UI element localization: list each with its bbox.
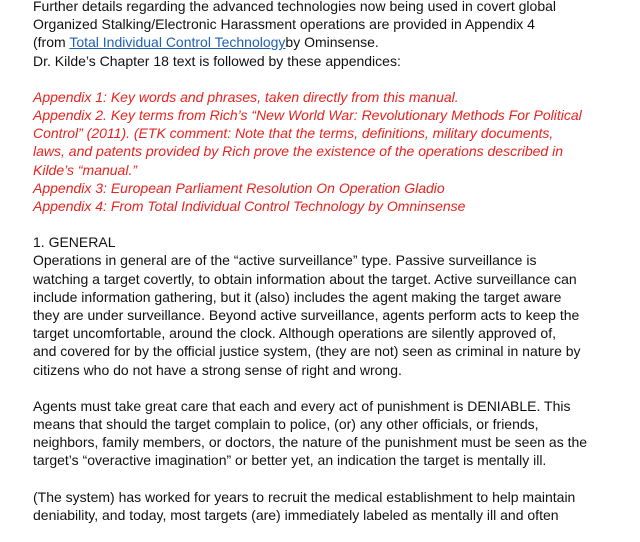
appendix-4: Appendix 4: From Total Individual Control Technology by Omninsense — [33, 198, 466, 215]
paragraph-line: neighbors, family members, or doctors, the nature of the punishment must be seen as the — [33, 434, 588, 451]
appendix-2-line-2: Control” (2011). (ETK comment: Note that the terms, definitions, military documents, — [33, 125, 554, 142]
appendix-2-line-1: Appendix 2. Key terms from Rich’s “New World War: Revolutionary Methods For Political — [33, 107, 582, 124]
paragraph-line: Operations in general are of the “active surveillance” type. Passive surveillance is — [33, 252, 537, 269]
section-heading: 1. GENERAL — [33, 234, 116, 251]
paragraph-line: Agents must take great care that each and every act of punishment is DENIABLE. This — [33, 397, 571, 414]
paragraph-line: include information gathering, but it (also) includes the agent making the target aware — [33, 288, 562, 305]
appendix-2-line-4: Kilde’s “manual.” — [33, 161, 138, 178]
appendix-list — [33, 88, 633, 215]
paragraph-line: (The system) has worked for years to recruit the medical establishment to help maintain — [33, 488, 576, 505]
paragraph-line: target’s “overactive imagination” or better yet, an indication the target is mentally ill. — [33, 452, 547, 469]
paragraph-line: they are under surveillance. Beyond active surveillance, agents perform acts to keep the — [33, 307, 580, 324]
intro-line-3 — [33, 33, 633, 51]
paragraph-line: means that should the target complain to police, (or) any other officials, or friends, — [33, 416, 539, 433]
paragraph-line: watching a target covertly, to obtain information about the target. Active surveillance can — [33, 270, 577, 287]
paragraph-line: citizens who do not have a strong sense of right and wrong. — [33, 361, 402, 378]
appendix-1: Appendix 1: Key words and phrases, taken directly from this manual. — [33, 88, 459, 105]
total-individual-control-link[interactable]: Total Individual Control Technology — [69, 34, 286, 51]
intro-line-3-post: by Ominsense. — [285, 34, 379, 51]
appendix-2-line-3: laws, and patents provided by Rich prove the existence of the operations described in — [33, 143, 563, 160]
intro-line-2: Organized Stalking/Electronic Harassment operations are provided in Appendix 4 — [33, 16, 535, 33]
paragraph-line: target uncomfortable, around the clock. Although operations are silently approved of, — [33, 325, 556, 342]
general-section-paragraph-1 — [33, 233, 633, 379]
intro-line-1: Further details regarding the advanced technologies now being used in covert global — [33, 0, 557, 14]
intro-paragraph — [33, 0, 633, 70]
document-page — [33, 0, 633, 542]
general-section-paragraph-2 — [33, 397, 633, 470]
paragraph-line: and covered for by the official justice system, (they are not) seen as criminal in nature by — [33, 343, 581, 360]
intro-line-3-pre: (from — [33, 34, 70, 51]
paragraph-line: deniability, and today, most targets (are) immediately labeled as mentally ill and often — [33, 506, 559, 523]
intro-line-4: Dr. Kilde’s Chapter 18 text is followed by these appendices: — [33, 52, 401, 69]
appendix-3: Appendix 3: European Parliament Resolution On Operation Gladio — [33, 179, 445, 196]
general-section-paragraph-3 — [33, 488, 633, 524]
